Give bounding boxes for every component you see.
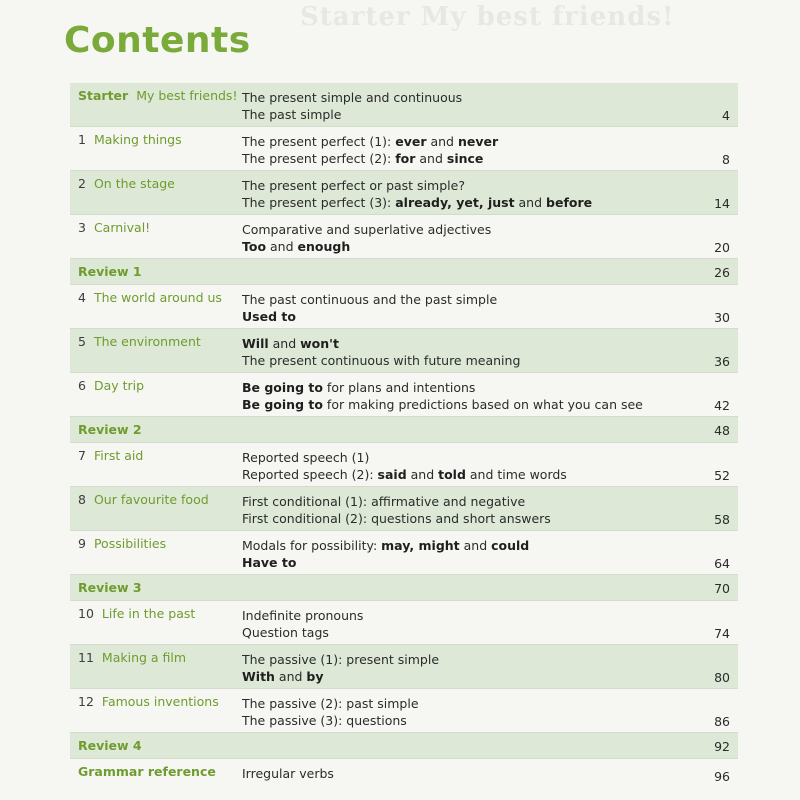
grammar-keyword: ever — [395, 134, 427, 149]
grammar-keyword: said — [377, 467, 407, 482]
unit-title: The environment — [93, 334, 201, 349]
review-row — [70, 575, 738, 601]
page-number: 80 — [714, 670, 730, 685]
grammar-keyword: before — [546, 195, 593, 210]
unit-grammar-topics — [242, 695, 419, 729]
grammar-text: and — [426, 134, 458, 149]
grammar-text: and — [415, 151, 447, 166]
unit-label — [78, 764, 216, 779]
grammar-keyword: since — [446, 151, 484, 166]
grammar-text: and — [406, 467, 439, 482]
page-number: 48 — [714, 423, 730, 438]
grammar-keyword: Too — [242, 239, 267, 254]
grammar-keyword: With — [242, 669, 275, 684]
grammar-keyword: Be going to — [242, 397, 323, 412]
unit-row — [70, 645, 738, 689]
review-title: Review 2 — [78, 422, 142, 437]
grammar-text: The present perfect or past simple? — [242, 178, 465, 193]
review-row — [70, 259, 738, 285]
grammar-keyword: Will — [242, 336, 269, 351]
review-title: Review 4 — [78, 738, 142, 753]
unit-number: 6 — [78, 378, 86, 393]
unit-grammar-topics — [242, 493, 551, 527]
grammar-topic-line — [242, 106, 462, 123]
grammar-text: The present perfect (3): — [242, 195, 396, 210]
grammar-topic-line — [242, 352, 520, 369]
grammar-topic-line — [242, 335, 520, 352]
unit-grammar-topics — [242, 89, 462, 123]
unit-number: 1 — [78, 132, 86, 147]
unit-row — [70, 443, 738, 487]
grammar-topic-line — [242, 537, 529, 554]
unit-row — [70, 487, 738, 531]
unit-row — [70, 329, 738, 373]
review-label — [78, 738, 142, 753]
grammar-text: and — [274, 669, 307, 684]
grammar-topic-line — [242, 607, 363, 624]
grammar-text: and — [459, 538, 492, 553]
grammar-keyword: for — [395, 151, 416, 166]
unit-label — [78, 132, 182, 147]
unit-title: Life in the past — [101, 606, 196, 621]
unit-row — [70, 689, 738, 733]
unit-number: Starter — [78, 88, 129, 103]
unit-number: 10 — [78, 606, 94, 621]
grammar-text: The past continuous and the past simple — [242, 292, 498, 307]
review-row — [70, 417, 738, 443]
unit-grammar-topics — [242, 291, 497, 325]
unit-number: 9 — [78, 536, 86, 551]
unit-grammar-topics — [242, 765, 334, 782]
page-number: 36 — [714, 354, 730, 369]
page-number: 42 — [714, 398, 730, 413]
grammar-text: The present simple and continuous — [242, 90, 463, 105]
grammar-text: The passive (2): past simple — [242, 696, 419, 711]
grammar-topic-line — [242, 624, 363, 641]
review-label — [78, 422, 142, 437]
unit-row — [70, 373, 738, 417]
grammar-topic-line — [242, 712, 419, 729]
unit-row — [70, 171, 738, 215]
grammar-text: Question tags — [242, 625, 329, 640]
unit-title: Possibilities — [93, 536, 167, 551]
page-number: 30 — [714, 310, 730, 325]
review-title: Review 3 — [78, 580, 142, 595]
grammar-text: and — [514, 195, 547, 210]
unit-number: 5 — [78, 334, 86, 349]
unit-row — [70, 285, 738, 329]
unit-label — [78, 220, 150, 235]
unit-grammar-topics — [242, 335, 520, 369]
page-number: 64 — [714, 556, 730, 571]
unit-title: Our favourite food — [93, 492, 209, 507]
unit-number: 8 — [78, 492, 86, 507]
grammar-text: Irregular verbs — [242, 766, 334, 781]
grammar-topic-line — [242, 133, 498, 150]
grammar-keyword: by — [306, 669, 324, 684]
unit-grammar-topics — [242, 379, 643, 413]
grammar-text: Modals for possibility: — [242, 538, 382, 553]
review-row — [70, 733, 738, 759]
grammar-keyword: told — [438, 467, 466, 482]
unit-row — [70, 127, 738, 171]
grammar-topic-line — [242, 221, 491, 238]
unit-grammar-topics — [242, 221, 491, 255]
page-number: 14 — [714, 196, 730, 211]
unit-title: Day trip — [93, 378, 145, 393]
unit-number: 7 — [78, 448, 86, 463]
page-number: 58 — [714, 512, 730, 527]
background-bleed-heading: Starter My best friends! — [300, 2, 675, 32]
unit-label — [78, 334, 201, 349]
grammar-topic-line — [242, 651, 439, 668]
grammar-topic-line — [242, 291, 497, 308]
grammar-keyword: Have to — [242, 555, 297, 570]
grammar-text: and — [268, 336, 301, 351]
unit-number: 2 — [78, 176, 86, 191]
grammar-topic-line — [242, 89, 462, 106]
grammar-topic-line — [242, 765, 334, 782]
grammar-topic-line — [242, 150, 498, 167]
unit-title: On the stage — [93, 176, 175, 191]
unit-row — [70, 215, 738, 259]
unit-row — [70, 83, 738, 127]
grammar-text: The present continuous with future meaning — [242, 353, 521, 368]
unit-grammar-topics — [242, 449, 567, 483]
unit-number: 4 — [78, 290, 86, 305]
unit-label — [78, 492, 209, 507]
page-number: 52 — [714, 468, 730, 483]
review-title: Review 1 — [78, 264, 142, 279]
grammar-text: Reported speech (1) — [242, 450, 370, 465]
grammar-keyword: Used to — [242, 309, 296, 324]
grammar-topic-line — [242, 466, 567, 483]
unit-grammar-topics — [242, 177, 592, 211]
grammar-text: The past simple — [242, 107, 342, 122]
unit-grammar-topics — [242, 537, 529, 571]
grammar-topic-line — [242, 194, 592, 211]
review-label — [78, 264, 142, 279]
unit-grammar-topics — [242, 607, 363, 641]
unit-title: The world around us — [93, 290, 222, 305]
unit-label — [78, 176, 175, 191]
page-number: 20 — [714, 240, 730, 255]
grammar-topic-line — [242, 396, 643, 413]
unit-row — [70, 759, 738, 787]
unit-number: 12 — [78, 694, 94, 709]
grammar-text: First conditional (1): affirmative and negative — [242, 494, 526, 509]
grammar-keyword: already, yet, just — [395, 195, 515, 210]
grammar-keyword: enough — [297, 239, 351, 254]
unit-row — [70, 601, 738, 645]
grammar-text: First conditional (2): questions and short answers — [242, 511, 551, 526]
contents-table — [70, 83, 738, 787]
grammar-topic-line — [242, 695, 419, 712]
grammar-keyword: Be going to — [242, 380, 323, 395]
grammar-topic-line — [242, 493, 551, 510]
grammar-topic-line — [242, 510, 551, 527]
grammar-topic-line — [242, 449, 567, 466]
unit-label — [78, 290, 222, 305]
grammar-text: and — [266, 239, 298, 254]
grammar-text: and time words — [465, 467, 567, 482]
grammar-text: for making predictions based on what you can see — [322, 397, 643, 412]
unit-label — [78, 448, 143, 463]
unit-grammar-topics — [242, 651, 439, 685]
unit-title: Carnival! — [93, 220, 151, 235]
grammar-text: Comparative and superlative adjectives — [242, 222, 492, 237]
grammar-topic-line — [242, 379, 643, 396]
unit-title: Making things — [93, 132, 182, 147]
unit-title: First aid — [93, 448, 144, 463]
grammar-text: The passive (3): questions — [242, 713, 407, 728]
grammar-topic-line — [242, 668, 439, 685]
page-number: 4 — [722, 108, 730, 123]
page-number: 8 — [722, 152, 730, 167]
grammar-text: The passive (1): present simple — [242, 652, 440, 667]
grammar-text: for plans and intentions — [322, 380, 476, 395]
unit-label — [78, 694, 219, 709]
review-label — [78, 580, 142, 595]
grammar-text: Reported speech (2): — [242, 467, 378, 482]
unit-grammar-topics — [242, 133, 498, 167]
page-title: Contents — [64, 20, 251, 61]
unit-title: My best friends! — [136, 88, 238, 103]
grammar-keyword: never — [457, 134, 499, 149]
grammar-text: The present perfect (2): — [242, 151, 396, 166]
page-number: 26 — [714, 265, 730, 280]
grammar-topic-line — [242, 554, 529, 571]
unit-row — [70, 531, 738, 575]
page-number: 86 — [714, 714, 730, 729]
grammar-topic-line — [242, 238, 491, 255]
unit-label — [78, 536, 166, 551]
page-number: 96 — [714, 769, 730, 784]
page-number: 92 — [714, 739, 730, 754]
unit-number: 11 — [78, 650, 94, 665]
unit-label — [78, 606, 195, 621]
grammar-keyword: won't — [300, 336, 339, 351]
page-number: 74 — [714, 626, 730, 641]
grammar-keyword: could — [491, 538, 530, 553]
grammar-keyword: may, might — [381, 538, 460, 553]
unit-label — [78, 88, 237, 103]
unit-label — [78, 650, 186, 665]
grammar-topic-line — [242, 308, 497, 325]
unit-label — [78, 378, 144, 393]
grammar-text: Indefinite pronouns — [242, 608, 364, 623]
grammar-topic-line — [242, 177, 592, 194]
unit-title: Making a film — [101, 650, 187, 665]
grammar-text: The present perfect (1): — [242, 134, 396, 149]
unit-title: Grammar reference — [78, 764, 216, 779]
unit-number: 3 — [78, 220, 86, 235]
page-number: 70 — [714, 581, 730, 596]
unit-title: Famous inventions — [101, 694, 219, 709]
